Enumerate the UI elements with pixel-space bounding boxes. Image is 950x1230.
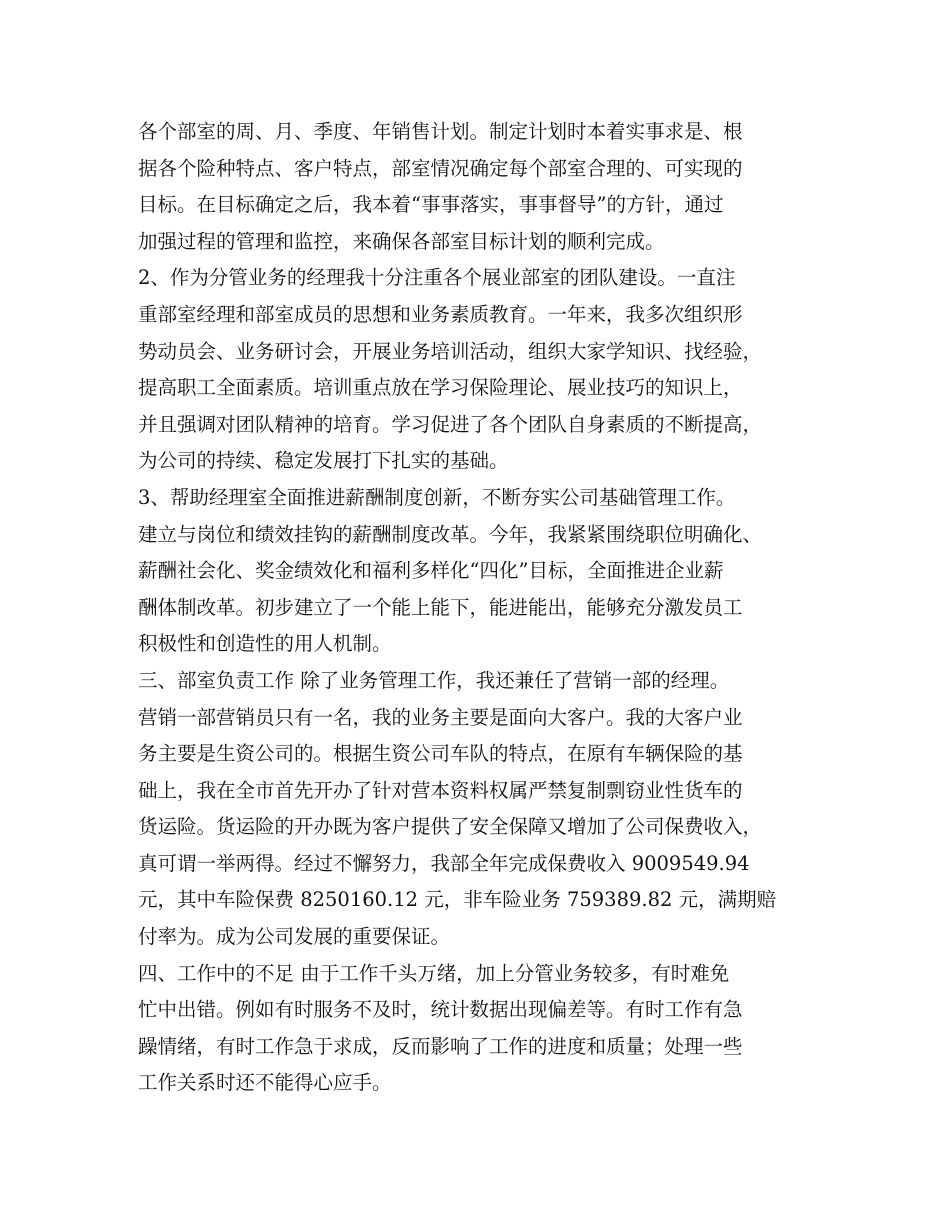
text-line: 目标。在目标确定之后，我本着“事事落实，事事督导”的方针，通过 — [138, 193, 724, 217]
text-line: 元，其中车险保费 8250160.12 元，非车险业务 759389.82 元，满期赔 — [138, 888, 777, 912]
text-line: 为公司的持续、稳定发展打下扎实的基础。 — [138, 449, 509, 473]
document-body — [138, 114, 828, 1102]
text-line: 2、作为分管业务的经理我十分注重各个展业部室的团队建设。一直注 — [138, 266, 736, 290]
text-line: 加强过程的管理和监控，来确保各部室目标计划的顺利完成。 — [138, 229, 665, 253]
text-line: 真可谓一举两得。经过不懈努力，我部全年完成保费收入 9009549.94 — [138, 851, 750, 875]
text-line: 货运险。货运险的开办既为客户提供了安全保障又增加了公司保费收入， — [138, 815, 763, 839]
text-line: 并且强调对团队精神的培育。学习促进了各个团队自身素质的不断提高， — [138, 412, 763, 436]
text-line: 四、工作中的不足 由于工作千头万绪，加上分管业务较多，有时难免 — [138, 961, 730, 985]
text-line: 势动员会、业务研讨会，开展业务培训活动，组织大家学知识、找经验， — [138, 339, 763, 363]
text-line: 各个部室的周、月、季度、年销售计划。制定计划时本着实事求是、根 — [138, 120, 743, 143]
text-line: 3、帮助经理室全面推进薪酬制度创新，不断夯实公司基础管理工作。 — [138, 485, 736, 509]
text-line: 薪酬社会化、奖金绩效化和福利多样化“四化”目标，全面推进企业薪 — [138, 559, 724, 583]
text-line: 三、部室负责工作 除了业务管理工作，我还兼任了营销一部的经理。 — [138, 668, 730, 692]
text-line: 营销一部营销员只有一名，我的业务主要是面向大客户。我的大客户业 — [138, 705, 743, 729]
text-line: 提高职工全面素质。培训重点放在学习保险理论、展业技巧的知识上， — [138, 376, 743, 400]
text-line: 工作关系时还不能得心应手。 — [138, 1071, 392, 1095]
text-line: 忙中出错。例如有时服务不及时，统计数据出现偏差等。有时工作有急 — [138, 998, 743, 1022]
text-line: 务主要是生资公司的。根据生资公司车队的特点，在原有车辆保险的基 — [138, 742, 743, 766]
text-line: 建立与岗位和绩效挂钩的薪酬制度改革。今年，我紧紧围绕职位明确化、 — [138, 522, 763, 546]
text-line: 据各个险种特点、客户特点，部室情况确定每个部室合理的、可实现的 — [138, 156, 743, 180]
text-line: 付率为。成为公司发展的重要保证。 — [138, 925, 451, 949]
text-line: 重部室经理和部室成员的思想和业务素质教育。一年来，我多次组织形 — [138, 302, 743, 326]
text-line: 酬体制改革。初步建立了一个能上能下，能进能出，能够充分激发员工 — [138, 595, 743, 619]
text-line: 础上，我在全市首先开办了针对营本资料权属严禁复制剽窃业性货车的 — [138, 778, 743, 802]
text-line: 躁情绪，有时工作急于求成，反而影响了工作的进度和质量；处理一些 — [138, 1034, 743, 1058]
text-line: 积极性和创造性的用人机制。 — [138, 632, 392, 656]
